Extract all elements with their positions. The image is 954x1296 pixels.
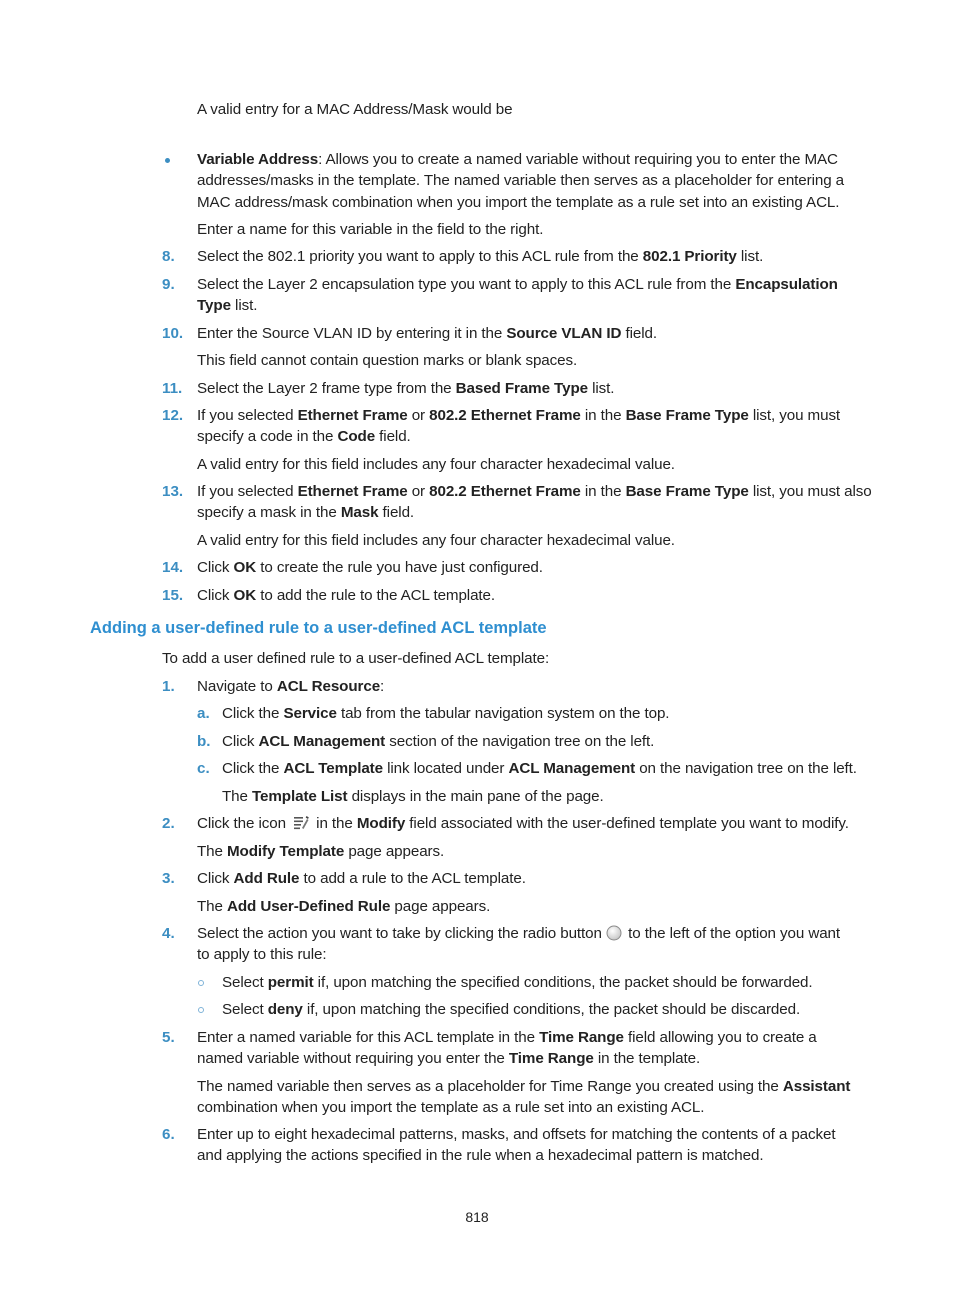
substep-c-text: Click the ACL Template link located under ACL Management on the navigation tree on the left.	[222, 760, 857, 777]
step-11-text: Select the Layer 2 frame type from the Based Frame Type list.	[197, 380, 615, 397]
proc-step-4-text-line-2: to apply to this rule:	[197, 946, 327, 963]
step-15-text: Click OK to add the rule to the ACL template.	[197, 587, 496, 604]
proc-step-2-note: The Modify Template page appears.	[197, 843, 445, 860]
step-number: 4.	[162, 925, 175, 942]
step-number: 3.	[162, 870, 175, 887]
proc-step-2-text: Click the icon in the Modify field associated with the user-defined template you want to modify.	[197, 813, 849, 837]
proc-step-3-note: The Add User-Defined Rule page appears.	[197, 898, 491, 915]
step-13-text-line-1: If you selected Ethernet Frame or 802.2 Ethernet Frame in the Base Frame Type list, you must also	[197, 483, 872, 500]
proc-step-6-text-line-2: and applying the actions specified in the rule when a hexadecimal pattern is matched.	[197, 1147, 764, 1164]
step-number: 12.	[162, 407, 184, 424]
substep-letter: a.	[197, 705, 210, 722]
step-13-note: A valid entry for this field includes any four character hexadecimal value.	[197, 532, 675, 549]
substep-a-text: Click the Service tab from the tabular navigation system on the top.	[222, 705, 670, 722]
section-heading: Adding a user-defined rule to a user-defined ACL template	[90, 619, 547, 637]
proc-step-1-text: Navigate to ACL Resource:	[197, 678, 385, 695]
step-number: 2.	[162, 815, 175, 832]
substep-c-note: The Template List displays in the main pane of the page.	[222, 788, 604, 805]
step-10-note: This field cannot contain question marks or blank spaces.	[197, 352, 578, 369]
option-deny-text: Select deny if, upon matching the specified conditions, the packet should be discarded.	[222, 1001, 801, 1018]
mac-mask-intro: A valid entry for a MAC Address/Mask would be	[197, 101, 513, 118]
proc-step-6-text-line-1: Enter up to eight hexadecimal patterns, masks, and offsets for matching the contents of a packet	[197, 1126, 836, 1143]
substep-letter: b.	[197, 733, 211, 750]
page-number: 818	[465, 1209, 489, 1225]
step-number: 15.	[162, 587, 184, 604]
step-8-text: Select the 802.1 priority you want to apply to this ACL rule from the 802.1 Priority list.	[197, 248, 764, 265]
step-number: 13.	[162, 483, 184, 500]
modify-icon	[293, 815, 309, 837]
step-number: 10.	[162, 325, 184, 342]
proc-step-5-note-line-1: The named variable then serves as a placeholder for Time Range you created using the Assistant	[197, 1078, 851, 1095]
option-bullet	[198, 980, 204, 986]
step-number: 5.	[162, 1029, 175, 1046]
step-12-text-line-2: specify a code in the Code field.	[197, 428, 411, 445]
step-number: 1.	[162, 678, 175, 695]
step-number: 9.	[162, 276, 175, 293]
step-9-text-line-1: Select the Layer 2 encapsulation type you want to apply to this ACL rule from the Encapsulation	[197, 276, 838, 293]
option-permit-text: Select permit if, upon matching the specified conditions, the packet should be forwarded.	[222, 974, 813, 991]
section-intro: To add a user defined rule to a user-defined ACL template:	[162, 650, 550, 667]
proc-step-3-text: Click Add Rule to add a rule to the ACL template.	[197, 870, 526, 887]
proc-step-5-text-line-1: Enter a named variable for this ACL template in the Time Range field allowing you to create a	[197, 1029, 817, 1046]
variable-address-note: Enter a name for this variable in the field to the right.	[197, 221, 544, 238]
substep-b-text: Click ACL Management section of the navigation tree on the left.	[222, 733, 655, 750]
variable-address-line-3: MAC address/mask combination when you import the template as a rule set into an existing ACL.	[197, 194, 840, 211]
option-bullet	[198, 1007, 204, 1013]
step-12-note: A valid entry for this field includes any four character hexadecimal value.	[197, 456, 675, 473]
proc-step-4-text-line-1: Select the action you want to take by clicking the radio button to the left of the option you want	[197, 923, 840, 947]
variable-address-line-2: addresses/masks in the template. The named variable then serves as a placeholder for entering a	[197, 172, 845, 189]
step-number: 11.	[162, 380, 183, 397]
step-9-text-line-2: Type list.	[197, 297, 258, 314]
proc-step-5-text-line-2: named variable without requiring you enter the Time Range in the template.	[197, 1050, 701, 1067]
step-number: 6.	[162, 1126, 175, 1143]
variable-address-line-1: Variable Address: Allows you to create a named variable without requiring you to enter the MAC	[197, 151, 838, 168]
step-number: 14.	[162, 559, 184, 576]
step-number: 8.	[162, 248, 175, 265]
substep-letter: c.	[197, 760, 210, 777]
step-13-text-line-2: specify a mask in the Mask field.	[197, 504, 415, 521]
step-10-text: Enter the Source VLAN ID by entering it in the Source VLAN ID field.	[197, 325, 658, 342]
step-14-text: Click OK to create the rule you have just configured.	[197, 559, 543, 576]
radio-button-icon	[606, 925, 622, 947]
proc-step-5-note-line-2: combination when you import the template as a rule set into an existing ACL.	[197, 1099, 705, 1116]
step-12-text-line-1: If you selected Ethernet Frame or 802.2 Ethernet Frame in the Base Frame Type list, you must	[197, 407, 841, 424]
bullet-dot	[165, 158, 170, 163]
